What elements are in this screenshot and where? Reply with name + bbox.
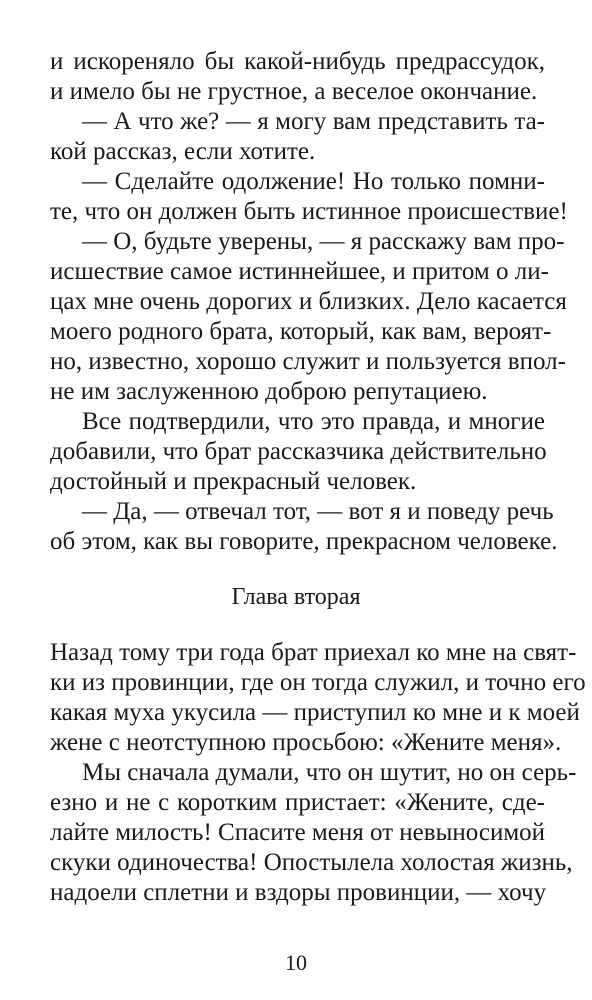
text-line: какая муха укусила — приступил ко мне и к моей xyxy=(50,699,580,726)
text-line: скуки одиночества! Опостылела холостая жизнь, xyxy=(50,849,573,876)
text-line: ки из провинции, где он тогда служил, и точно его xyxy=(50,669,586,696)
text-line: кой рассказ, если хотите. xyxy=(50,138,316,165)
text-line: не им заслуженною доброю репутациею. xyxy=(50,378,488,405)
text-line: Мы сначала думали, что он шутит, но он серь- xyxy=(82,759,577,786)
text-line: и имело бы не грустное, а веселое окончание. xyxy=(50,78,538,105)
text-line: об этом, как вы говорите, прекрасном человеке. xyxy=(50,528,558,555)
text-line: цах мне очень дорогих и близких. Дело касается xyxy=(50,288,567,315)
text-line: но, известно, хорошо служит и пользуется впол- xyxy=(50,348,566,375)
text-line: — О, будьте уверены, — я расскажу вам про- xyxy=(82,228,565,255)
text-line: — Сделайте одолжение! Но только помни- xyxy=(82,168,545,195)
page-number: 10 xyxy=(285,950,307,975)
text-line: надоели сплетни и вздоры провинции, — хочу xyxy=(50,879,547,906)
text-line: добавили, что брат рассказчика действительно xyxy=(50,438,547,465)
text-line: те, что он должен быть истинное происшествие! xyxy=(50,198,568,225)
text-line: — А что же? — я могу вам представить та- xyxy=(82,108,545,135)
text-line: Назад тому три года брат приехал ко мне на свят- xyxy=(50,639,577,666)
chapter-title: Глава вторая xyxy=(231,584,361,610)
text-line: и искореняло бы какой-нибудь предрассудок, xyxy=(50,48,545,75)
text-line: жене с неотступною просьбою: «Жените меня». xyxy=(50,729,562,756)
text-line: Все подтвердили, что это правда, и многие xyxy=(82,408,545,435)
text-line: моего родного брата, который, как вам, вероят- xyxy=(50,318,552,345)
text-line: достойный и прекрасный человек. xyxy=(50,468,417,495)
text-line: лайте милость! Спасите меня от невыносимой xyxy=(50,819,546,846)
text-line: — Да, — отвечал тот, — вот я и поведу речь xyxy=(82,498,554,525)
text-line: исшествие самое истиннейшее, и притом о ли- xyxy=(50,258,549,285)
text-line: езно и не с коротким пристает: «Жените, сде- xyxy=(50,789,545,816)
